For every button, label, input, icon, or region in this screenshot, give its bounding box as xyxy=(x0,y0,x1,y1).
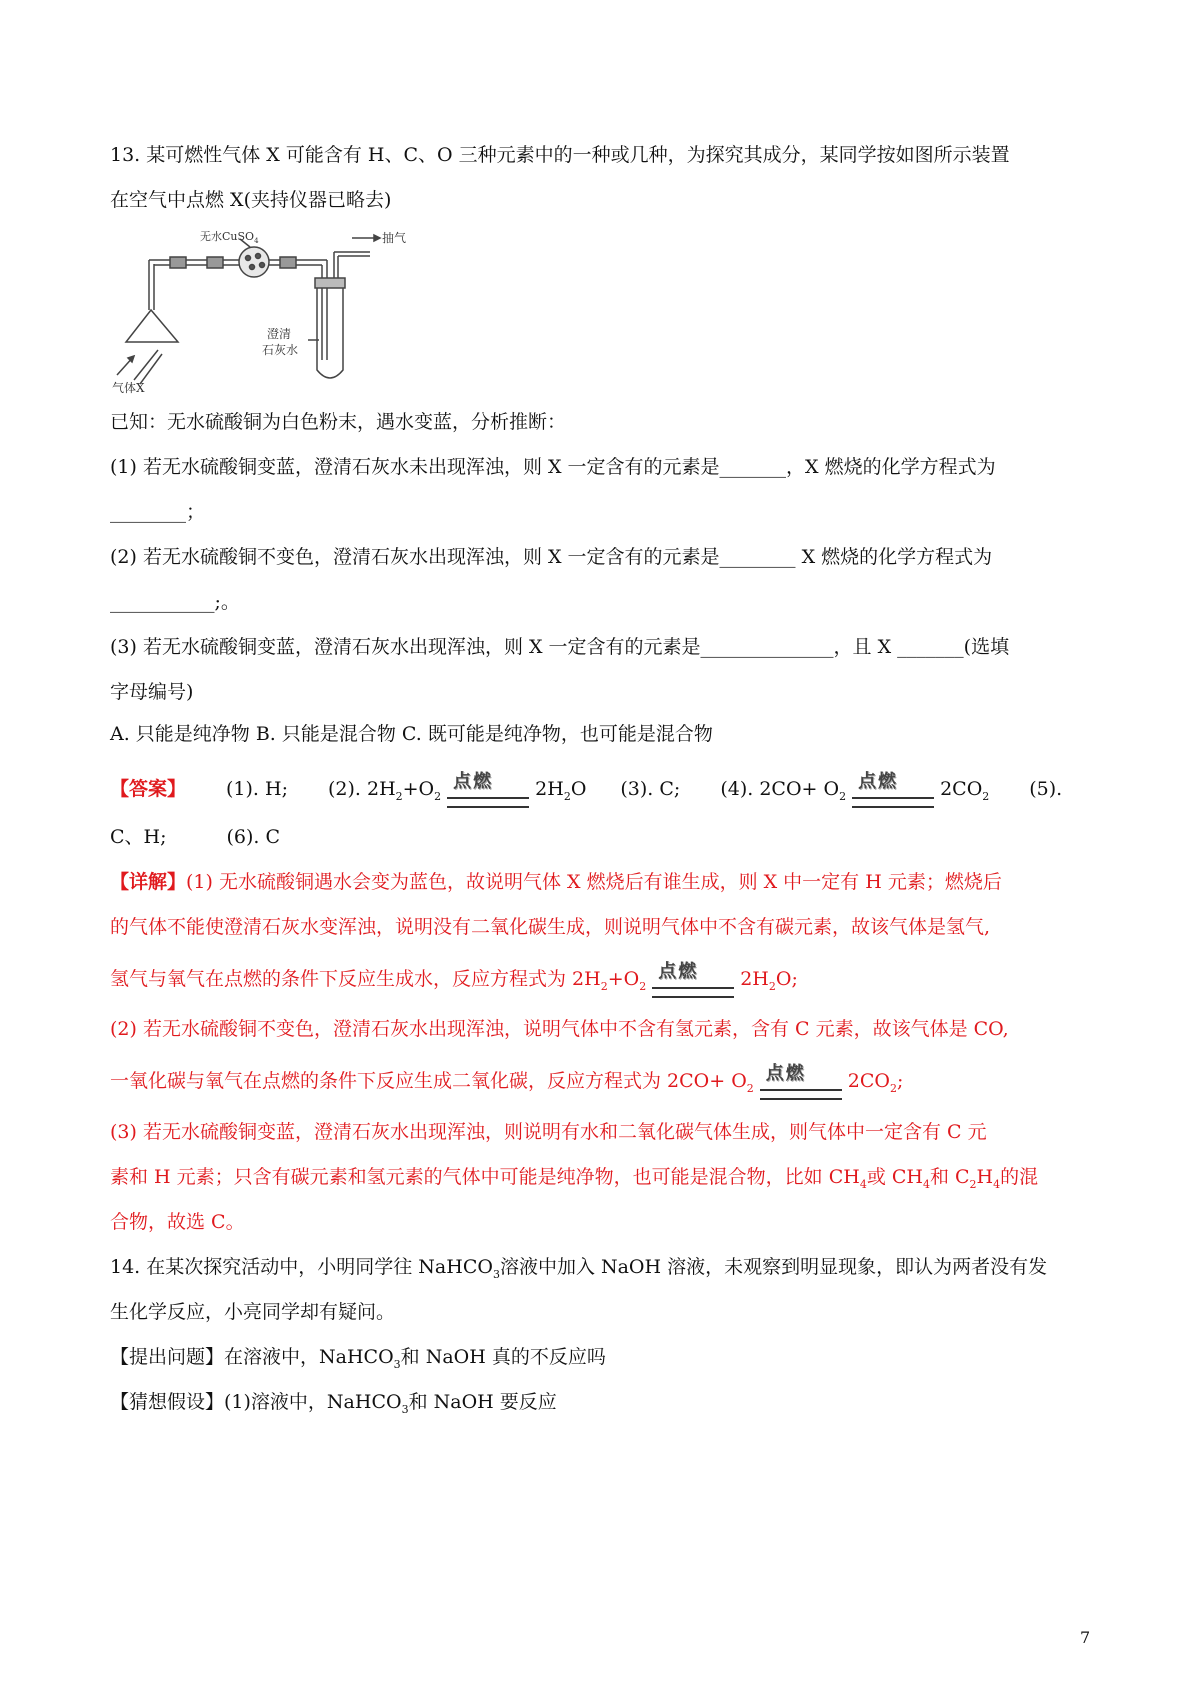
q13-line2: 在空气中点燃 X(夹持仪器已略去) xyxy=(110,189,392,211)
detail-line-6: (3) 若无水硫酸铜变蓝，澄清石灰水出现浑浊，则说明有水和二氧化碳气体生成，则气体中一定含有 C 元 xyxy=(110,1121,987,1143)
ignite-condition: 点燃 xyxy=(852,770,934,810)
label-limewater-2: 石灰水 xyxy=(262,343,299,357)
answer-5b: C、H; xyxy=(110,826,167,848)
answer-3: (3). C; xyxy=(620,778,681,800)
detail-line-3: 氢气与氧气在点燃的条件下反应生成水，反应方程式为 $2H_2+O_2$ 点燃 $2H_2O$; xyxy=(110,960,798,1000)
detail-line-2: 的气体不能使澄清石灰水变浑浊，说明没有二氧化碳生成，则说明气体中不含有碳元素，故该气体是氢气, xyxy=(110,916,991,938)
q14-question: 【提出问题】在溶液中，NaHCO$_3$和 NaOH 真的不反应吗 xyxy=(110,1346,606,1371)
q14-hypothesis: 【猜想假设】(1)溶液中，NaHCO$_3$和 NaOH 要反应 xyxy=(110,1391,557,1416)
detail-line-5: 一氧化碳与氧气在点燃的条件下反应生成二氧化碳，反应方程式为 $2CO+ O_2$ 点燃 $2CO_2$; xyxy=(110,1062,903,1102)
label-limewater-1: 澄清 xyxy=(267,327,292,341)
q13-part2-a: (2) 若无水硫酸铜不变色，澄清石灰水出现浑浊，则 X 一定含有的元素是________ X 燃烧的化学方程式为 xyxy=(110,546,993,568)
detail-line-8: 合物，故选 C。 xyxy=(110,1211,245,1233)
q14-line1: 14. 在某次探究活动中，小明同学往 NaHCO$_3$溶液中加入 NaOH 溶液，未观察到明显现象，即认为两者没有发 xyxy=(110,1256,1048,1281)
ignite-condition: 点燃 xyxy=(760,1062,842,1102)
detail-line-4: (2) 若无水硫酸铜不变色，澄清石灰水出现浑浊，说明气体中不含有氢元素，含有 C 元素，故该气体是 CO, xyxy=(110,1018,1009,1040)
answer-1: (1). H; xyxy=(226,778,288,800)
page-number: 7 xyxy=(1080,1628,1091,1647)
q14-line2: 生化学反应，小亮同学却有疑问。 xyxy=(110,1301,396,1323)
apparatus-figure xyxy=(112,230,442,395)
ignite-condition: 点燃 xyxy=(447,770,529,810)
label-exhaust: 抽气 xyxy=(382,231,407,245)
label-anhydrous-cuso4: 无水CuSO$_4$ xyxy=(200,230,259,245)
q13-part1-b: ________； xyxy=(110,501,206,523)
q13-part3-a: (3) 若无水硫酸铜变蓝，澄清石灰水出现浑浊，则 X 一定含有的元素是______________，且 X _______(选填 xyxy=(110,636,1010,658)
q13-part1-a: (1) 若无水硫酸铜变蓝，澄清石灰水未出现浑浊，则 X 一定含有的元素是_______，X 燃烧的化学方程式为 xyxy=(110,456,996,478)
answer-6: (6). C xyxy=(226,826,281,848)
answer-5: (5). xyxy=(1029,778,1063,800)
answer-line xyxy=(110,770,1062,810)
detail-line-7: 素和 H 元素；只含有碳元素和氢元素的气体中可能是纯净物，也可能是混合物，比如 $CH_4$或 $CH_4$和 $C_2H_4$的混 xyxy=(110,1166,1039,1191)
detail-line-1: 【详解】(1) 无水硫酸铜遇水会变为蓝色，故说明气体 X 燃烧后有谁生成，则 X 中一定有 H 元素；燃烧后 xyxy=(110,871,1002,893)
q13-known: 已知：无水硫酸铜为白色粉末，遇水变蓝，分析推断： xyxy=(110,411,567,433)
label-gas-x: 气体X xyxy=(112,381,145,395)
q13-options: A. 只能是纯净物 B. 只能是混合物 C. 既可能是纯净物，也可能是混合物 xyxy=(110,723,713,745)
q13-part3-b: 字母编号) xyxy=(110,681,194,703)
answer-2: (2). $2H_2+O_2$ 点燃 $2H_2O$ xyxy=(328,778,586,800)
q13-part2-b: ___________;。 xyxy=(110,591,240,613)
detail-label: 【详解】 xyxy=(110,871,187,893)
answer-line-2 xyxy=(110,825,280,849)
answer-label: 【答案】 xyxy=(110,778,187,800)
q13-line1: 13. 某可燃性气体 X 可能含有 H、C、O 三种元素中的一种或几种，为探究其成分，某同学按如图所示装置 xyxy=(110,144,1010,166)
answer-4: (4). $2CO+ O_2$ 点燃 $2CO_2$ xyxy=(720,778,989,800)
ignite-condition: 点燃 xyxy=(652,960,734,1000)
